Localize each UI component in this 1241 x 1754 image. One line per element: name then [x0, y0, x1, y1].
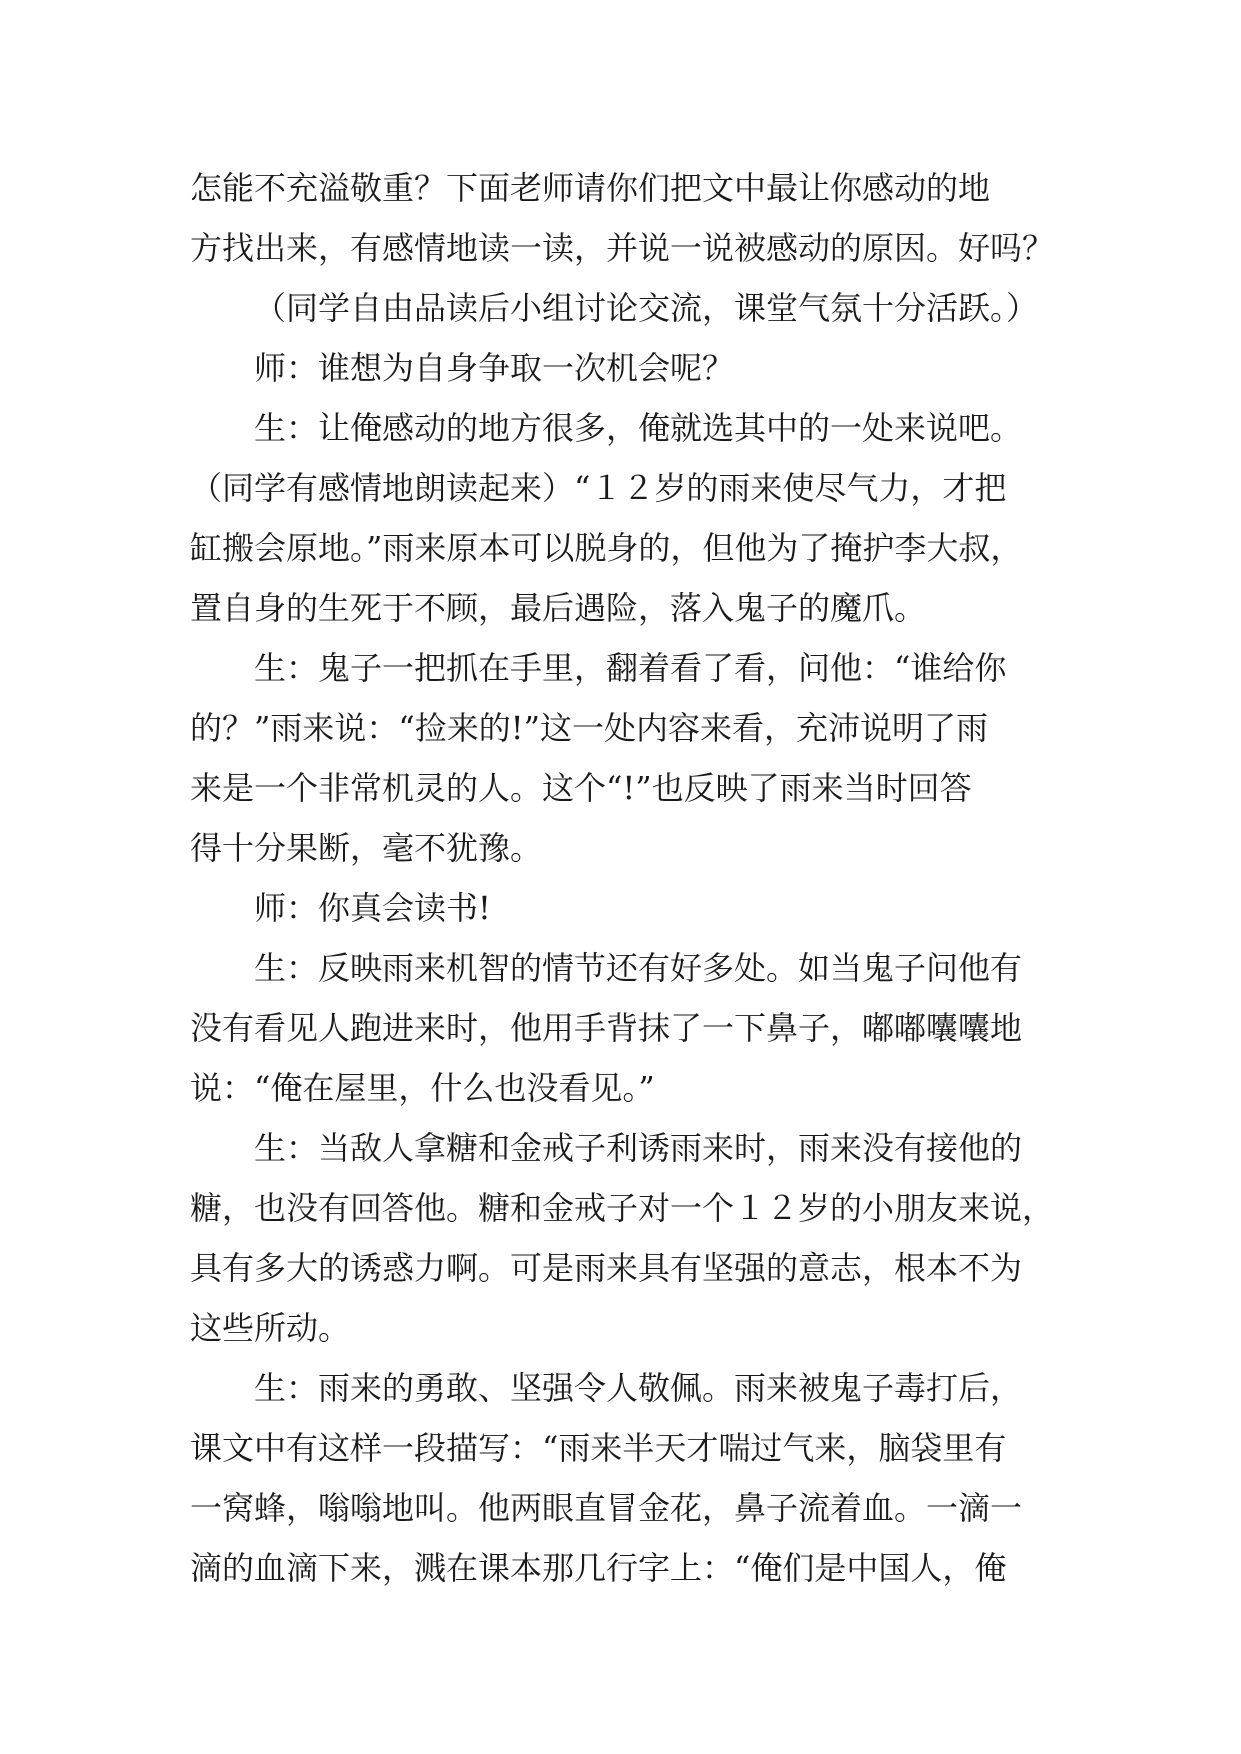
- document-body: [190, 158, 1055, 1598]
- text-line: 的？”雨来说：“捡来的!”这一处内容来看，充沛说明了雨: [190, 709, 988, 747]
- text-line: 来是一个非常机灵的人。这个“!”也反映了雨来当时回答: [190, 769, 972, 807]
- text-line: 师：你真会读书!: [254, 889, 491, 927]
- text-line: （同学自由品读后小组讨论交流，课堂气氛十分活跃。）: [254, 289, 1039, 327]
- text-line: 具有多大的诱惑力啊。可是雨来具有坚强的意志，根本不为: [190, 1249, 1023, 1287]
- text-line: 这些所动。: [190, 1309, 351, 1347]
- text-line: 滴的血滴下来，溅在课本那几行字上：“俺们是中国人，俺: [190, 1549, 1007, 1587]
- text-line: 生：反映雨来机智的情节还有好多处。如当鬼子问他有: [254, 949, 1023, 987]
- text-line: 师：谁想为自身争取一次机会呢？: [254, 349, 735, 387]
- text-line: 缸搬会原地。”雨来原本可以脱身的，但他为了掩护李大叔，: [190, 529, 1023, 567]
- text-line: 生：雨来的勇敢、坚强令人敬佩。雨来被鬼子毒打后，: [254, 1369, 1023, 1407]
- text-line: 生：当敌人拿糖和金戒子利诱雨来时，雨来没有接他的: [254, 1129, 1023, 1167]
- text-line: （同学有感情地朗读起来）“１２岁的雨来使尽气力，才把: [190, 469, 1007, 507]
- text-line: 生：让俺感动的地方很多，俺就选其中的一处来说吧。: [254, 409, 1023, 447]
- text-line: 怎能不充溢敬重？下面老师请你们把文中最让你感动的地: [190, 169, 991, 207]
- text-line: 糖，也没有回答他。糖和金戒子对一个１２岁的小朋友来说，: [190, 1189, 1055, 1227]
- text-line: 课文中有这样一段描写：“雨来半天才喘过气来，脑袋里有: [190, 1429, 1007, 1467]
- text-line: 方找出来，有感情地读一读，并说一说被感动的原因。好吗？: [190, 229, 1055, 267]
- text-line: 得十分果断，毫不犹豫。: [190, 829, 543, 867]
- text-line: 一窝蜂，嗡嗡地叫。他两眼直冒金花，鼻子流着血。一滴一: [190, 1489, 1023, 1527]
- text-line: 置自身的生死于不顾，最后遇险，落入鬼子的魔爪。: [190, 589, 927, 627]
- text-line: 说：“俺在屋里，什么也没看见。”: [190, 1069, 655, 1107]
- text-line: 生：鬼子一把抓在手里，翻着看了看，问他：“谁给你: [254, 649, 1007, 687]
- text-line: 没有看见人跑进来时，他用手背抹了一下鼻子，嘟嘟囔囔地: [190, 1009, 1023, 1047]
